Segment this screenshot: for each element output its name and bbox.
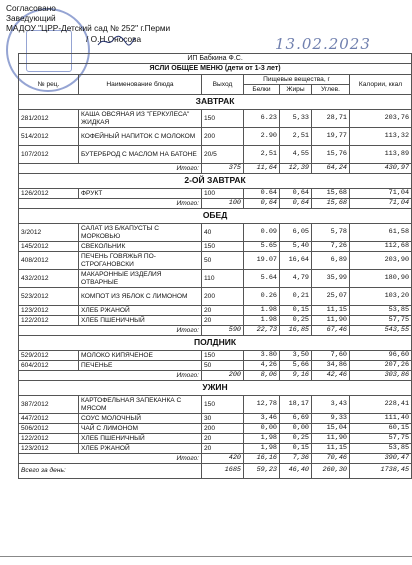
dish-row [19,444,412,454]
protein-value: 0.26 [244,288,280,306]
recipe-number: 3/2012 [19,224,79,242]
approval-line-2: Заведующий [6,13,56,24]
signature [96,34,136,48]
dish-name: ХЛЕБ ПШЕНИЧНЫЙ [79,316,202,326]
dish-output: 150 [202,351,244,361]
total-kcal: 543,55 [350,326,412,336]
dish-row [19,146,412,164]
grand-total-label: Всего за день: [19,464,202,479]
protein-value: 1,98 [244,434,280,444]
dish-row [19,424,412,434]
kcal-value: 228,41 [350,396,412,414]
fat-value: 3,50 [280,351,312,361]
protein-value: 2.90 [244,128,280,146]
section-title: ПОЛДНИК [19,336,412,351]
protein-value: 1.98 [244,306,280,316]
dish-row [19,242,412,252]
dish-row [19,128,412,146]
carb-value: 25,07 [312,288,350,306]
dish-row [19,396,412,414]
dish-output: 30 [202,414,244,424]
recipe-number: 122/2012 [19,434,79,444]
menu-table [18,53,412,479]
carb-value: 7,60 [312,351,350,361]
kcal-value: 53,85 [350,444,412,454]
total-kcal: 390,47 [350,454,412,464]
total-output: 375 [202,164,244,174]
kcal-value: 103,20 [350,288,412,306]
carb-value: 7,26 [312,242,350,252]
section-title: ЗАВТРАК [19,95,412,110]
dish-name: КОФЕЙНЫЙ НАПИТОК С МОЛОКОМ [79,128,202,146]
protein-value: 3,46 [244,414,280,424]
fat-value: 0,25 [280,316,312,326]
dish-name: СОУС МОЛОЧНЫЙ [79,414,202,424]
protein-value: 5.65 [244,242,280,252]
section-total-row [19,454,412,464]
carb-value: 34,86 [312,361,350,371]
grand-total-output: 1685 [202,464,244,479]
dish-name: КАРТОФЕЛЬНАЯ ЗАПЕКАНКА С МЯСОМ [79,396,202,414]
kcal-value: 180,90 [350,270,412,288]
total-carb: 15,68 [312,199,350,209]
dish-output: 200 [202,424,244,434]
dish-output: 20 [202,316,244,326]
col-out: Выход [202,75,244,95]
recipe-number: 447/2012 [19,414,79,424]
section-title: ОБЕД [19,209,412,224]
dish-name: ХЛЕБ ПШЕНИЧНЫЙ [79,434,202,444]
total-kcal: 71,04 [350,199,412,209]
section-total-row [19,326,412,336]
dish-name: ЧАЙ С ЛИМОНОМ [79,424,202,434]
recipe-number: 281/2012 [19,110,79,128]
dish-output: 150 [202,110,244,128]
approval-line-1: Согласовано [6,3,56,13]
grand-total-fat: 46,40 [280,464,312,479]
protein-value: 1,98 [244,444,280,454]
dish-output: 20/5 [202,146,244,164]
fat-value: 5,66 [280,361,312,371]
recipe-number: 529/2012 [19,351,79,361]
recipe-number: 123/2012 [19,444,79,454]
dish-name: ХЛЕБ РЖАНОЙ [79,306,202,316]
menu-title: ЯСЛИ ОБЩЕЕ МЕНЮ (дети от 1-3 лет) [19,64,412,75]
dish-row [19,189,412,199]
dish-output: 200 [202,288,244,306]
recipe-number: 387/2012 [19,396,79,414]
section-row [19,209,412,224]
carb-value: 6,89 [312,252,350,270]
protein-value: 4,26 [244,361,280,371]
protein-value: 6.23 [244,110,280,128]
dish-row [19,414,412,424]
col-nutrients: Пищевые вещества, г [244,75,350,85]
dish-output: 200 [202,128,244,146]
total-output: 590 [202,326,244,336]
fat-value: 0,21 [280,288,312,306]
organization-name: ИП Бабкина Ф.С. [19,54,412,64]
total-fat: 0,64 [280,199,312,209]
fat-value: 6,05 [280,224,312,242]
kcal-value: 53,85 [350,306,412,316]
recipe-number: 122/2012 [19,316,79,326]
section-row [19,174,412,189]
carb-value: 11,90 [312,316,350,326]
menu-sheet [18,53,411,479]
total-carb: 67,46 [312,326,350,336]
section-title: 2-ОЙ ЗАВТРАК [19,174,412,189]
dish-name: САЛАТ ИЗ Б/КАПУСТЫ С МОРКОВЬЮ [79,224,202,242]
dish-output: 20 [202,306,244,316]
approval-line-4: / О.Н.Оносова [86,33,142,44]
carb-value: 9,33 [312,414,350,424]
dish-name: МОЛОКО КИПЯЧЕНОЕ [79,351,202,361]
section-row [19,95,412,110]
protein-value: 0.64 [244,189,280,199]
carb-value: 3,43 [312,396,350,414]
recipe-number: 408/2012 [19,252,79,270]
fat-value: 0,00 [280,424,312,434]
fat-value: 0,15 [280,306,312,316]
kcal-value: 113,89 [350,146,412,164]
dish-name: ФРУКТ [79,189,202,199]
carb-value: 11,15 [312,444,350,454]
total-label: Итого: [19,326,202,336]
dish-row [19,434,412,444]
carb-value: 5,78 [312,224,350,242]
protein-value: 12,78 [244,396,280,414]
col-protein: Белки [244,85,280,95]
carb-value: 15,76 [312,146,350,164]
dish-name: ПЕЧЕНЬ ГОВЯЖЬЯ ПО-СТРОГАНОВСКИ [79,252,202,270]
fat-value: 0,15 [280,444,312,454]
dish-name: СВЕКОЛЬНИК [79,242,202,252]
total-label: Итого: [19,371,202,381]
carb-value: 19,77 [312,128,350,146]
dish-output: 20 [202,434,244,444]
recipe-number: 604/2012 [19,361,79,371]
dish-name: МАКАРОННЫЕ ИЗДЕЛИЯ ОТВАРНЫЕ [79,270,202,288]
col-fat: Жиры [280,85,312,95]
total-label: Итого: [19,454,202,464]
total-fat: 9,16 [280,371,312,381]
section-total-row [19,371,412,381]
total-fat: 12,39 [280,164,312,174]
fat-value: 16,64 [280,252,312,270]
total-output: 200 [202,371,244,381]
total-output: 420 [202,454,244,464]
grand-total-kcal: 1738,45 [350,464,412,479]
total-protein: 22,73 [244,326,280,336]
dish-row [19,351,412,361]
recipe-number: 107/2012 [19,146,79,164]
kcal-value: 61,58 [350,224,412,242]
dish-row [19,306,412,316]
total-kcal: 303,86 [350,371,412,381]
dish-output: 50 [202,252,244,270]
dish-row [19,316,412,326]
col-carb: Углев. [312,85,350,95]
carb-value: 11,15 [312,306,350,316]
fat-value: 18,17 [280,396,312,414]
total-label: Итого: [19,164,202,174]
fat-value: 0,25 [280,434,312,444]
kcal-value: 57,75 [350,434,412,444]
dish-row [19,252,412,270]
total-fat: 16,85 [280,326,312,336]
dish-name: ХЛЕБ РЖАНОЙ [79,444,202,454]
kcal-value: 203,76 [350,110,412,128]
approval-block [6,3,170,44]
fat-value: 6,69 [280,414,312,424]
dish-output: 20 [202,444,244,454]
section-total-row [19,164,412,174]
col-rec: № рец. [19,75,79,95]
protein-value: 3.80 [244,351,280,361]
total-protein: 0,64 [244,199,280,209]
total-output: 100 [202,199,244,209]
recipe-number: 506/2012 [19,424,79,434]
section-total-row [19,199,412,209]
total-protein: 8,06 [244,371,280,381]
dish-name: КОМПОТ ИЗ ЯБЛОК С ЛИМОНОМ [79,288,202,306]
kcal-value: 207,26 [350,361,412,371]
dish-name: БУТЕРБРОД С МАСЛОМ НА БАТОНЕ [79,146,202,164]
total-kcal: 430,97 [350,164,412,174]
kcal-value: 111,40 [350,414,412,424]
recipe-number: 145/2012 [19,242,79,252]
protein-value: 0,00 [244,424,280,434]
kcal-value: 71,04 [350,189,412,199]
approval-line-3: МАДОУ "ЦРР-Детский сад № 252" г.Перми [6,23,171,34]
dish-output: 150 [202,242,244,252]
bottom-divider [0,556,412,557]
total-protein: 16,16 [244,454,280,464]
total-carb: 70,46 [312,454,350,464]
protein-value: 1.98 [244,316,280,326]
fat-value: 4,55 [280,146,312,164]
dish-output: 100 [202,189,244,199]
total-fat: 7,36 [280,454,312,464]
protein-value: 19.07 [244,252,280,270]
dish-output: 110 [202,270,244,288]
col-kcal: Калории, ккал [350,75,412,95]
fat-value: 0,64 [280,189,312,199]
dish-output: 150 [202,396,244,414]
protein-value: 2,51 [244,146,280,164]
carb-value: 11,90 [312,434,350,444]
fat-value: 5,33 [280,110,312,128]
fat-value: 4,79 [280,270,312,288]
kcal-value: 203,90 [350,252,412,270]
protein-value: 5.64 [244,270,280,288]
carb-value: 28,71 [312,110,350,128]
total-carb: 42,46 [312,371,350,381]
kcal-value: 112,68 [350,242,412,252]
carb-value: 15,04 [312,424,350,434]
grand-total-row [19,464,412,479]
dish-row [19,224,412,242]
dish-name: КАША ОВСЯНАЯ ИЗ "ГЕРКУЛЕСА" ЖИДКАЯ [79,110,202,128]
carb-value: 15,68 [312,189,350,199]
section-row [19,336,412,351]
col-name: Наименование блюда [79,75,202,95]
dish-row [19,110,412,128]
recipe-number: 123/2012 [19,306,79,316]
fat-value: 2,51 [280,128,312,146]
kcal-value: 96,60 [350,351,412,361]
section-title: УЖИН [19,381,412,396]
recipe-number: 523/2012 [19,288,79,306]
fat-value: 5,40 [280,242,312,252]
kcal-value: 57,75 [350,316,412,326]
recipe-number: 514/2012 [19,128,79,146]
dish-output: 40 [202,224,244,242]
dish-row [19,361,412,371]
section-row [19,381,412,396]
recipe-number: 126/2012 [19,189,79,199]
carb-value: 35,99 [312,270,350,288]
grand-total-carb: 260,30 [312,464,350,479]
total-carb: 64,24 [312,164,350,174]
dish-row [19,288,412,306]
protein-value: 0.09 [244,224,280,242]
grand-total-protein: 59,23 [244,464,280,479]
dish-name: ПЕЧЕНЬЕ [79,361,202,371]
dish-output: 50 [202,361,244,371]
kcal-value: 60,15 [350,424,412,434]
recipe-number: 432/2012 [19,270,79,288]
kcal-value: 113,32 [350,128,412,146]
total-protein: 11,64 [244,164,280,174]
total-label: Итого: [19,199,202,209]
approval-date: 13.02.2023 [275,35,371,53]
dish-row [19,270,412,288]
